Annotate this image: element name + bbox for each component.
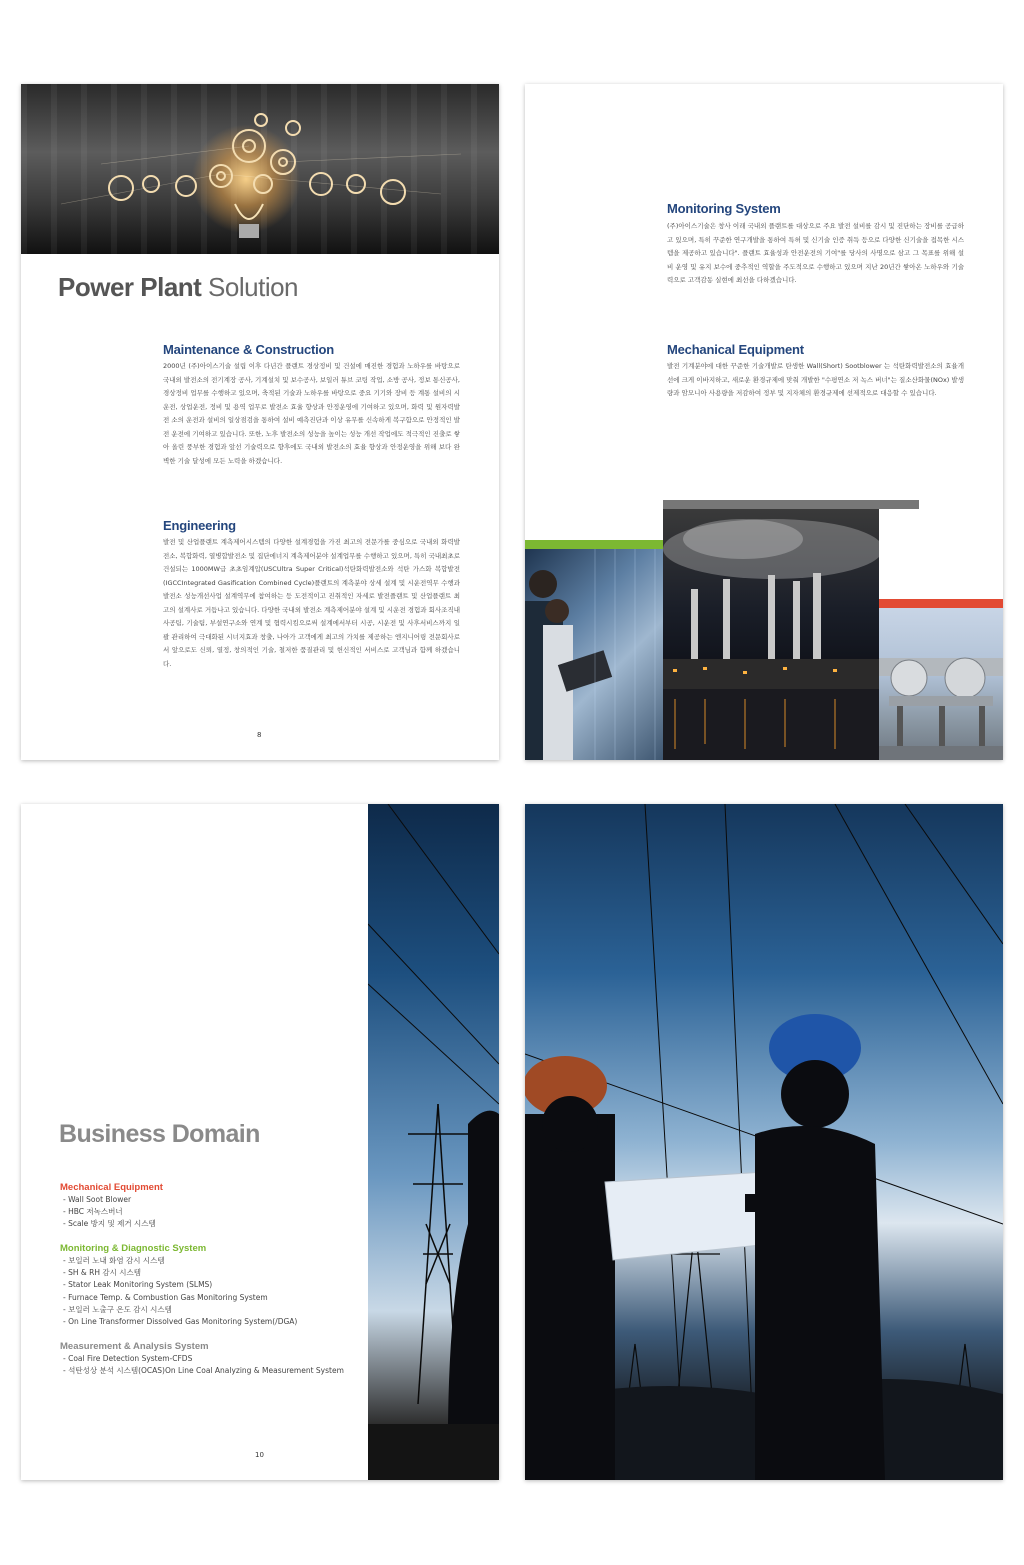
section-body-monitoring: (주)아이스기술은 창사 이래 국내외 플랜트를 대상으로 주요 발전 설비를 감시 및 진단하는 장비를 공급하고 있으며, 특히 꾸준한 연구개발을 통하여 특허 및 신기술 인증 취득 등으로 다양한 신기술을 접목한 시스템을 제공하고 있습니다". 플랜트 효율성과 안전운전의 기여"를 당사의 사명으로 삼고 그 목표를 위해 설비 운영 및 유지 보수에 중추적인 역할을 주도적으로 수행하고 있으며 지난 20년간 쌓아온 노하우와 기술력으로 고객감동 실현에 최선을 다하겠습니다.: [667, 222, 964, 284]
section-body-engineering: 발전 및 산업플랜트 계측제어시스템의 다양한 설계경험을 가진 최고의 전문가를 중심으로 국내외 화력발전소, 복합화력, 열병합발전소 및 집단에너지 계측제어분야 설계업무를 수행하고 있으며, 특히 국내최초로 건설되는 1000MW급 초초임계압(USCUltra Super Critical)석탄화력발전소와 석탄 가스화 복합발전(IGCCIntegrated Gasification Combined Cycle)플랜트의 계측분야 상세 설계 및 시운전역무 수행과 발전소 성능개선사업 설계역무에 참여하는 등 도전적이고 진취적인 자세로 발전플랜트 및 산업플랜트 최고의 설계사로 거듭나고 있습니다. 다양한 국내외 발전소 계측제어분야 설계 및 시운전 경험과 회사조직내 사공팀, 기술팀, 부설연구소와 연계 및 협력시킴으로써 설계에서부터 시공, 시운전 및 사후서비스까지 일괄 관리하여 극대화된 시너지효과 창출, 나아가 고객에게 최고의 가치를 제공하는 엔지니어링 전문회사로서 앞으로도 신뢰, 열정, 창의적인 기술, 철저한 품질관리 및 헌신적인 서비스로 고객님과 함께 하겠습니다.: [163, 538, 460, 668]
green-accent-bar: [525, 540, 663, 549]
list-item: - Stator Leak Monitoring System (SLMS): [63, 1280, 213, 1290]
engineers-silhouette-icon: [525, 549, 663, 760]
gears-icon: [21, 84, 499, 254]
engineers-power-line-photo: [525, 804, 1003, 1480]
engineers-laptop-photo: [525, 549, 663, 760]
list-item: - Scale 방지 및 제거 시스템: [63, 1219, 156, 1229]
industrial-equipment-photo: [879, 608, 1003, 760]
list-item: - 보일러 노내 화염 감시 시스템: [63, 1256, 165, 1265]
page-engineers-photo: [525, 804, 1003, 1480]
section-title-maintenance: Maintenance & Construction: [163, 342, 335, 357]
title-rest: Solution: [201, 272, 299, 302]
category-mechanical: Mechanical Equipment: [60, 1182, 163, 1193]
category-monitoring-items: [63, 1255, 297, 1328]
list-item: - Furnace Temp. & Combustion Gas Monitoring System: [63, 1292, 268, 1302]
section-title-monitoring: Monitoring System: [667, 201, 781, 216]
power-plant-night-photo: [663, 509, 879, 760]
list-item: - Coal Fire Detection System-CFDS: [63, 1354, 193, 1363]
section-body-mechanical: 발전 기계분야에 대한 꾸준한 기술개발로 탄생한 Wall(Short) Sootblower 는 석탄화력발전소의 효율개선에 크게 이바지하고, 새로운 환경규제에 맞춰 개발한 "수평연소 저 녹스 버너"는 질소산화물(NOx) 발생량과 암모니아 사용량을 저감하여 정부 및 지자체의 환경규제에 선제적으로 대응할 수 있습니다.: [667, 362, 964, 397]
section-title-engineering: Engineering: [163, 518, 236, 533]
category-measurement: Measurement & Analysis System: [60, 1341, 209, 1352]
section-title-mechanical: Mechanical Equipment: [667, 342, 804, 357]
category-monitoring: Monitoring & Diagnostic System: [60, 1243, 207, 1254]
list-item: - SH & RH 감시 시스템: [63, 1268, 141, 1278]
engineers-silhouette-icon: [525, 804, 1003, 1480]
page-number: 10: [255, 1451, 264, 1459]
page-number: 8: [257, 731, 262, 739]
pipes-equipment-icon: [879, 608, 1003, 760]
gears-lightbulb-photo: [21, 84, 499, 254]
power-plant-chimneys-icon: [663, 509, 879, 760]
section-body-maintenance: 2000년 (주)아이스기술 설립 이후 다년간 플랜트 경상정비 및 건설에 매진한 경험과 노하우를 바탕으로 국내외 발전소의 전기계장 공사, 기계설치 및 보수공사, 보일러 튜브 코팅 작업, 소방 공사, 정보 통신공사, 경상정비 업무를 수행하고 있으며, 축적된 기술과 노하우를 바탕으로 중요 기기와 장비 등 계통 설비의 시운전, 상업운전, 정비 및 용역 업무로 발전소 효율 향상과 안정운영에 기여하고 있으며, 화력 및 원자력발전 소의 운전과 설비의 일상점검을 통하여 설비 예측진단과 이상 유무를 신속하게 복구함으로 안정적인 발전 운전에 기여하고 있습니다. 또한, 노후 발전소의 성능을 높이는 성능 개선 작업에도 적극적인 진출로 쌓아 올린 풍부한 경험과 앞선 기술력으로 향후에도 국내외 발전소의 효율 향상과 안정운영을 위해 보다 완벽한 기술 달성에 모든 노력을 하겠습니다.: [163, 362, 460, 465]
list-item: - 보일러 노출구 온도 감시 시스템: [63, 1304, 172, 1314]
category-mechanical-items: [63, 1194, 156, 1231]
transmission-tower-icon: [368, 804, 499, 1480]
page-title: [58, 272, 298, 303]
page-business-domain: [21, 804, 499, 1480]
title-bold: Power Plant: [58, 272, 202, 302]
page-power-plant-solution: [21, 84, 499, 760]
list-item: - On Line Transformer Dissolved Gas Monitoring System(/DGA): [63, 1317, 298, 1327]
list-item: - Wall Soot Blower: [63, 1195, 132, 1204]
list-item: - 석탄성상 분석 시스템(OCAS)On Line Coal Analyzing & Measurement System: [63, 1366, 344, 1376]
category-measurement-items: [63, 1353, 344, 1377]
page-monitoring-mechanical: [525, 84, 1003, 760]
power-line-sky-photo-left: [368, 804, 499, 1480]
business-domain-title: Business Domain: [59, 1120, 260, 1148]
list-item: - HBC 저녹스버너: [63, 1207, 123, 1217]
gray-accent-bar: [663, 500, 919, 509]
red-accent-bar: [879, 599, 1003, 608]
